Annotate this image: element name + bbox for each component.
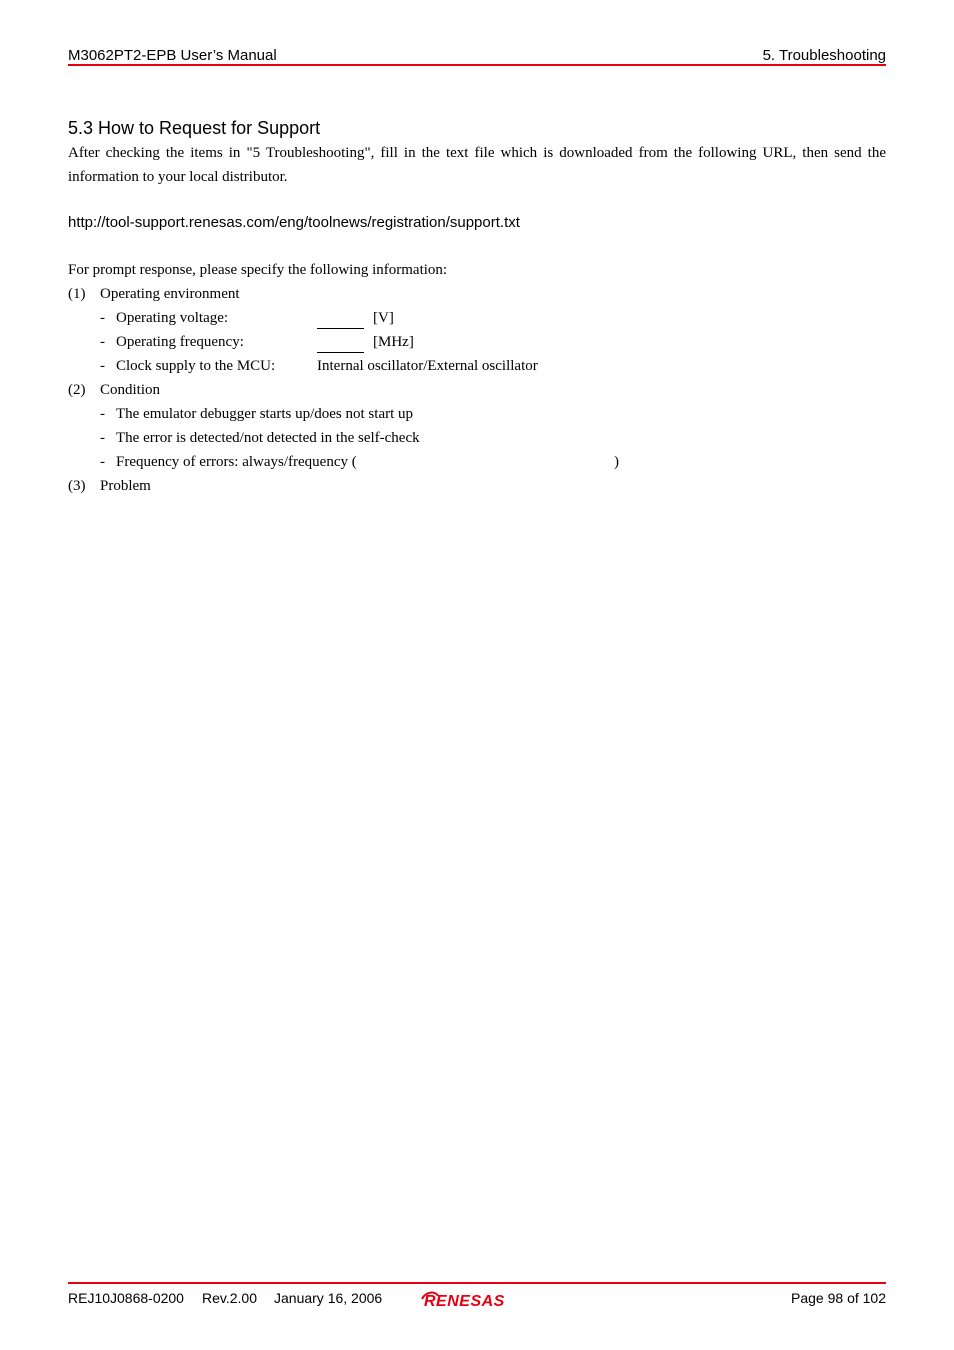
operating-voltage-label: Operating voltage: xyxy=(116,310,229,326)
operating-frequency-blank xyxy=(317,352,364,353)
debugger-startup-condition: The emulator debugger starts up/does not start up xyxy=(116,406,414,422)
footer-rule xyxy=(68,1282,886,1284)
renesas-logo-text: RENESAS xyxy=(424,1293,505,1308)
header-rule xyxy=(68,64,886,66)
publication-date: January 16, 2006 xyxy=(274,1290,383,1306)
bullet-dash: - xyxy=(100,406,105,422)
frequency-unit: [MHz] xyxy=(373,334,414,350)
error-frequency-close: ) xyxy=(614,454,619,470)
renesas-logo xyxy=(420,1290,532,1313)
section-title: 5.3 How to Request for Support xyxy=(68,118,321,138)
item-number: (1) xyxy=(68,286,86,302)
item-number: (3) xyxy=(68,478,86,494)
bullet-dash: - xyxy=(100,334,105,350)
item-number: (2) xyxy=(68,382,86,398)
clock-supply-label: Clock supply to the MCU: xyxy=(116,358,276,374)
document-number: REJ10J0868-0200 xyxy=(68,1290,184,1306)
page-number: Page 98 of 102 xyxy=(791,1290,886,1306)
operating-frequency-label: Operating frequency: xyxy=(116,334,244,350)
error-frequency-label: Frequency of errors: always/frequency ( xyxy=(116,454,357,470)
revision: Rev.2.00 xyxy=(202,1290,257,1306)
clock-supply-options: Internal oscillator/External oscillator xyxy=(317,358,538,374)
manual-title: M3062PT2-EPB User’s Manual xyxy=(68,47,277,64)
item-label-problem: Problem xyxy=(100,478,151,494)
item-label-condition: Condition xyxy=(100,382,161,398)
intro-paragraph: After checking the items in "5 Troubleshooting", fill in the text file which is downloaded from the following URL, then send the information to your local distributor. xyxy=(68,145,886,185)
bullet-dash: - xyxy=(100,454,105,470)
prompt-text: For prompt response, please specify the following information: xyxy=(68,262,448,278)
bullet-dash: - xyxy=(100,430,105,446)
bullet-dash: - xyxy=(100,358,105,374)
voltage-unit: [V] xyxy=(373,310,394,326)
operating-voltage-blank xyxy=(317,328,364,329)
chapter-title: 5. Troubleshooting xyxy=(762,47,886,64)
renesas-logo-mark xyxy=(420,1290,532,1308)
bullet-dash: - xyxy=(100,310,105,326)
self-check-condition: The error is detected/not detected in the self-check xyxy=(116,430,420,446)
support-url: http://tool-support.renesas.com/eng/toolnews/registration/support.txt xyxy=(68,214,520,231)
item-label-operating-environment: Operating environment xyxy=(100,286,240,302)
